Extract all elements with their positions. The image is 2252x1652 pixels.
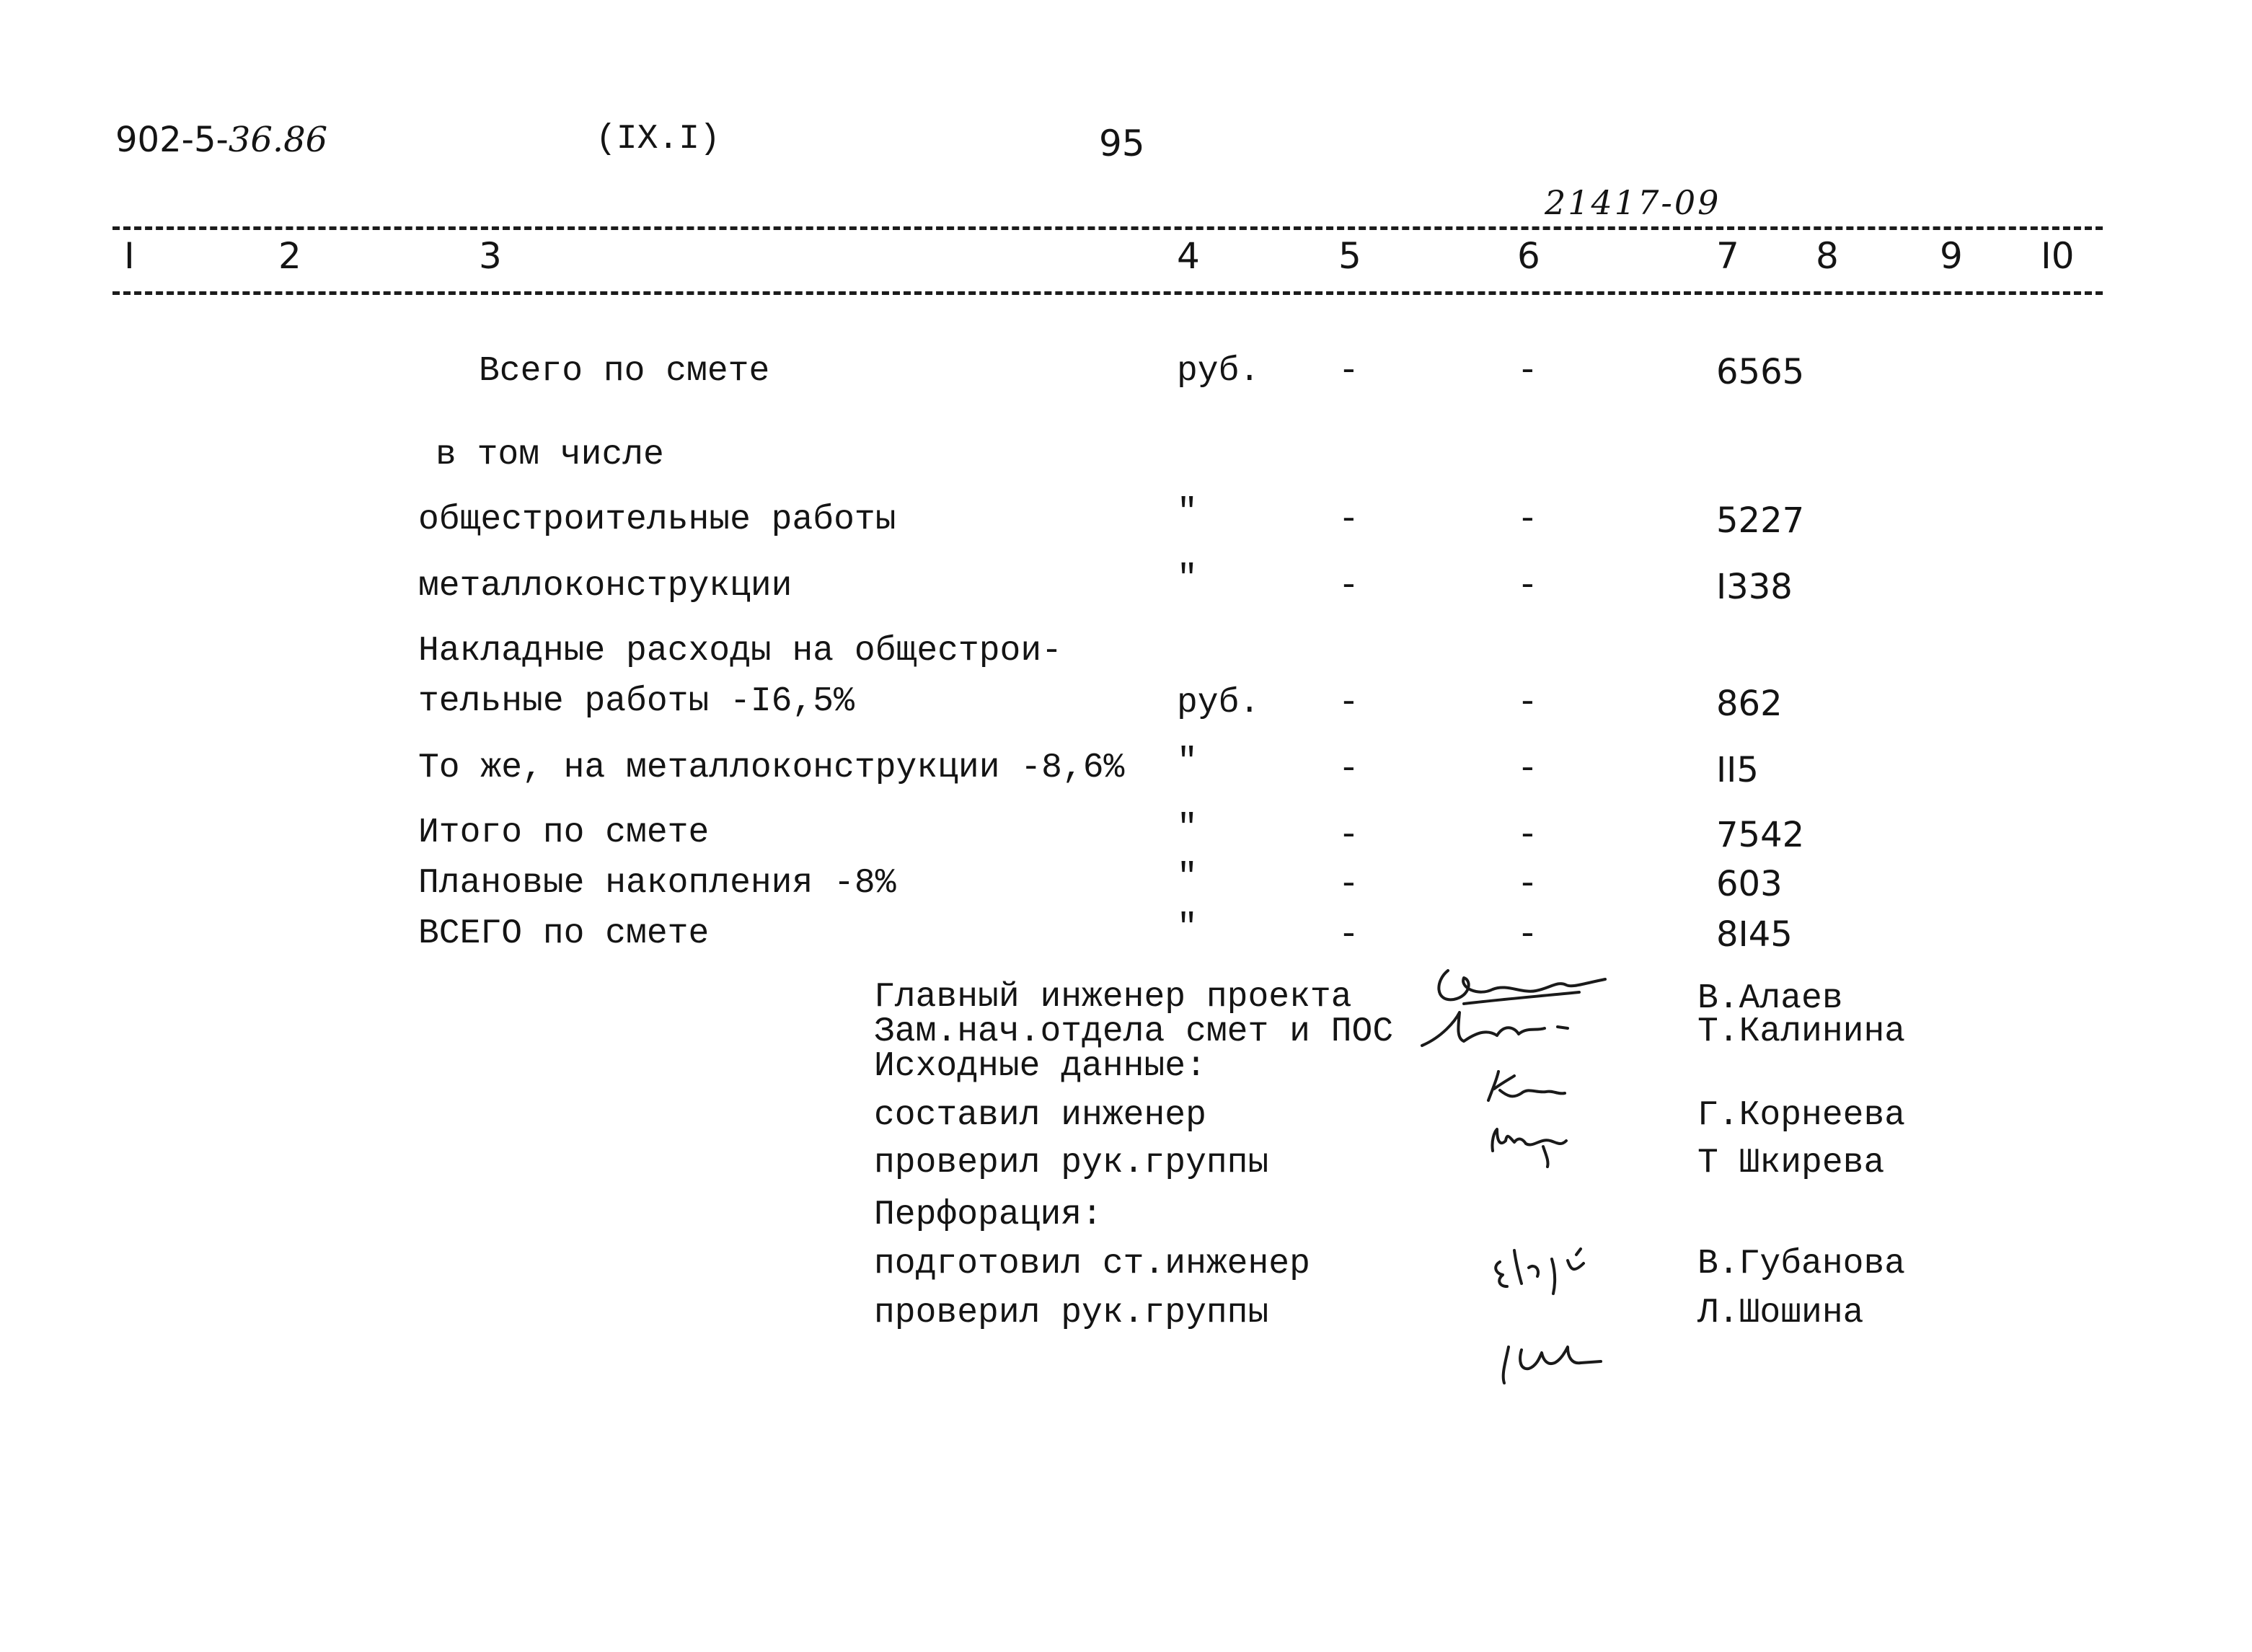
row-col6: - [1517, 567, 1538, 606]
row-value: 7542 [1716, 815, 1805, 855]
signature-kalinina [1422, 1012, 1568, 1046]
row-col6: - [1517, 865, 1538, 904]
signature-title: проверил рук.группы [874, 1144, 1269, 1183]
signature-name: Л.Шошина [1697, 1294, 1864, 1333]
row-value: 6565 [1716, 352, 1805, 392]
row-unit: " [1177, 743, 1198, 782]
signature-korneeva [1488, 1072, 1565, 1100]
signature-shoshina [1503, 1347, 1601, 1383]
row-value: 5227 [1716, 500, 1805, 541]
row-col5: - [1338, 500, 1359, 539]
row-col6: - [1517, 916, 1538, 955]
row-col5: - [1338, 750, 1359, 789]
column-number: I [124, 235, 135, 277]
row-name: Всего по смете [479, 352, 770, 391]
signature-section-heading: Перфорация: [874, 1196, 1103, 1234]
column-number: 3 [479, 235, 502, 277]
row-unit: руб. [1177, 352, 1260, 391]
column-number: 7 [1716, 235, 1739, 277]
handwritten-stamp-number: 21417-09 [1545, 183, 1721, 222]
row-col6: - [1517, 352, 1538, 391]
signature-name: Т Шкирева [1697, 1144, 1885, 1183]
row-unit: руб. [1177, 684, 1260, 723]
signature-title: Главный инженер проекта [874, 978, 1352, 1017]
row-col5: - [1338, 816, 1359, 855]
column-number: 6 [1517, 235, 1540, 277]
row-name: Плановые накопления -8% [418, 864, 896, 903]
signature-name: Т.Калинина [1697, 1012, 1906, 1051]
document-code-printed: 902-5- [115, 120, 229, 160]
row-unit: " [1177, 809, 1198, 848]
row-col6: - [1517, 816, 1538, 855]
row-name: металлоконструкции [418, 567, 792, 606]
signature-title: Зам.нач.отдела смет и ПОС [874, 1012, 1394, 1051]
row-col5: - [1338, 865, 1359, 904]
row-col5: - [1338, 684, 1359, 723]
header-top-rule [112, 226, 2103, 230]
row-col5: - [1338, 567, 1359, 606]
row-col5: - [1338, 352, 1359, 391]
column-number: 4 [1177, 235, 1200, 277]
signature-gubanova [1496, 1249, 1584, 1294]
row-name: Итого по смете [418, 813, 710, 852]
signature-alaev-underline [1464, 992, 1579, 1004]
row-name: общестроительные работы [418, 500, 896, 539]
signature-name: Г.Корнеева [1697, 1096, 1906, 1135]
signature-title: проверил рук.группы [874, 1294, 1269, 1333]
row-name: Накладные расходы на общестрои- [418, 632, 1062, 671]
section-number: (IX.I) [596, 120, 720, 159]
row-unit: " [1177, 909, 1198, 948]
row-unit: " [1177, 560, 1198, 598]
column-number: I0 [2041, 235, 2075, 277]
row-value: II5 [1716, 750, 1759, 790]
signature-alaev [1439, 971, 1605, 999]
header-bottom-rule [112, 291, 2103, 295]
handwritten-signatures [1413, 952, 1644, 1413]
signature-section-heading: Исходные данные: [874, 1047, 1206, 1086]
signature-name: В.Алаев [1697, 979, 1843, 1018]
row-name: в том числе [436, 436, 664, 474]
row-value: I338 [1716, 567, 1793, 607]
row-value: 603 [1716, 864, 1783, 904]
row-unit: " [1177, 858, 1198, 897]
column-number: 9 [1940, 235, 1963, 277]
column-number: 5 [1338, 235, 1361, 277]
signature-shkireva [1492, 1129, 1566, 1167]
row-unit: " [1177, 493, 1198, 532]
column-number: 8 [1816, 235, 1839, 277]
document-code [115, 120, 327, 160]
row-col6: - [1517, 500, 1538, 539]
row-value: 862 [1716, 684, 1783, 724]
row-col6: - [1517, 684, 1538, 723]
document-code-handwritten: 36.86 [228, 120, 328, 160]
signature-title: подготовил ст.инженер [874, 1245, 1310, 1284]
signature-title: составил инженер [874, 1096, 1206, 1135]
row-value: 8I45 [1716, 914, 1793, 955]
signature-name: В.Губанова [1697, 1245, 1906, 1284]
page-number: 95 [1099, 123, 1145, 164]
row-col6: - [1517, 750, 1538, 789]
row-name: То же, на металлоконструкции -8,6% [418, 748, 1125, 787]
column-number: 2 [278, 235, 301, 277]
row-name: ВСЕГО по смете [418, 914, 710, 953]
row-col5: - [1338, 916, 1359, 955]
row-name-line2: тельные работы -I6,5% [418, 682, 855, 721]
